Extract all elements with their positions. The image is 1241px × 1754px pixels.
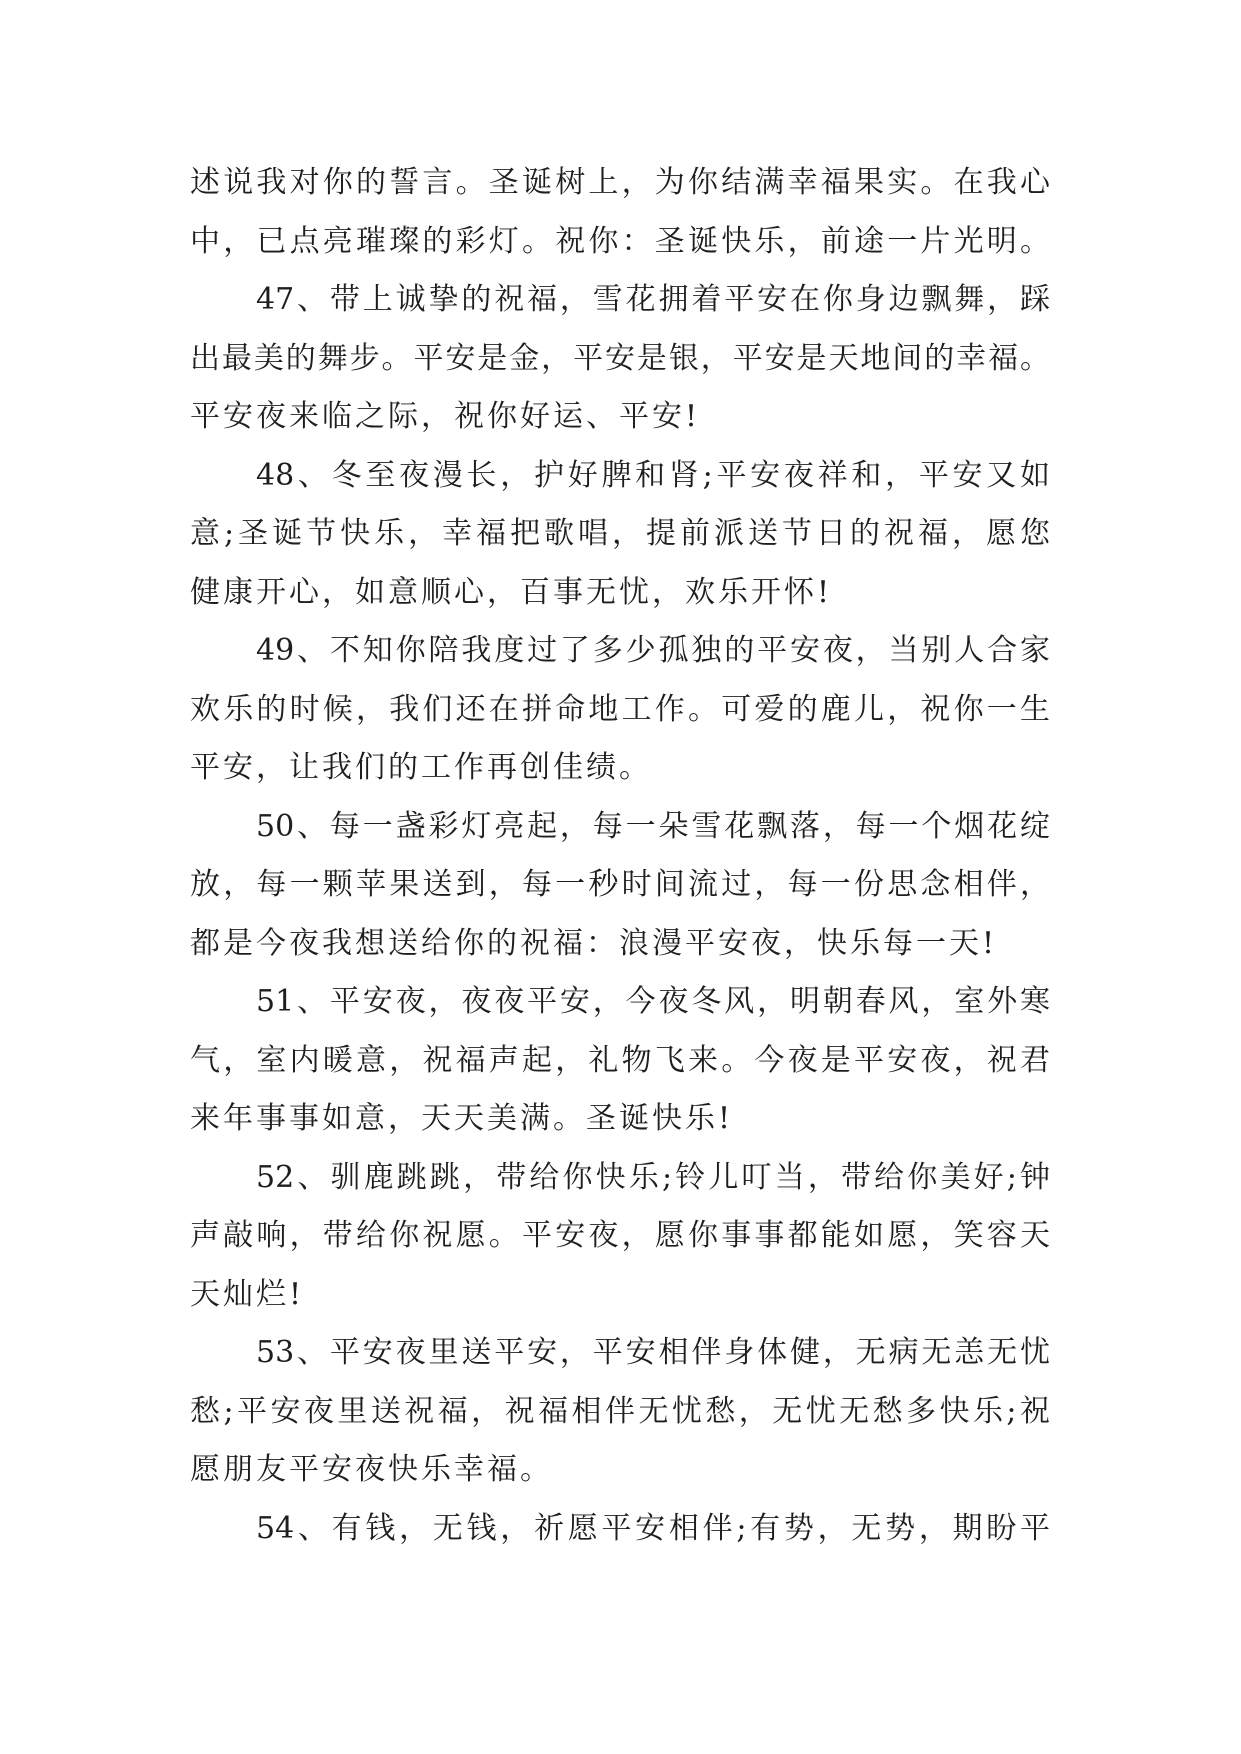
text-line: 都是今夜我想送给你的祝福：浪漫平安夜，快乐每一天! bbox=[190, 925, 998, 961]
text-line: 平安夜来临之际，祝你好运、平安! bbox=[190, 399, 701, 434]
paragraph-48 bbox=[190, 447, 1050, 623]
text-line: 健康开心，如意顺心，百事无忧，欢乐开怀! bbox=[190, 574, 833, 610]
text-line: 声敲响，带给你祝愿。平安夜，愿你事事都能如愿，笑容天 bbox=[190, 1218, 1050, 1253]
paragraph-51 bbox=[190, 973, 1050, 1149]
text-line: 平安，让我们的工作再创佳绩。 bbox=[190, 750, 652, 785]
paragraph-50 bbox=[190, 798, 1050, 974]
text-line: 50、每一盏彩灯亮起，每一朵雪花飘落，每一个烟花绽 bbox=[256, 808, 1050, 844]
text-line: 出最美的舞步。平安是金，平安是银，平安是天地间的幸福。 bbox=[190, 340, 1050, 376]
text-line: 愁;平安夜里送祝福，祝福相伴无忧愁，无忧无愁多快乐;祝 bbox=[190, 1393, 1050, 1429]
document-body bbox=[190, 154, 1050, 1558]
text-line: 意;圣诞节快乐，幸福把歌唱，提前派送节日的祝福，愿您 bbox=[190, 516, 1050, 551]
paragraph-47 bbox=[190, 271, 1050, 447]
text-line: 54、有钱，无钱，祈愿平安相伴;有势，无势，期盼平 bbox=[256, 1510, 1050, 1546]
text-line: 49、不知你陪我度过了多少孤独的平安夜，当别人合家 bbox=[256, 633, 1050, 668]
text-line: 气，室内暖意，祝福声起，礼物飞来。今夜是平安夜，祝君 bbox=[190, 1042, 1050, 1078]
paragraph-continuation bbox=[190, 154, 1050, 271]
paragraph-49 bbox=[190, 622, 1050, 798]
text-line: 48、冬至夜漫长，护好脾和肾;平安夜祥和，平安又如 bbox=[256, 457, 1050, 493]
text-line: 中，已点亮璀璨的彩灯。祝你：圣诞快乐，前途一片光明。 bbox=[190, 223, 1050, 259]
text-line: 47、带上诚挚的祝福，雪花拥着平安在你身边飘舞，踩 bbox=[256, 282, 1050, 317]
text-line: 来年事事如意，天天美满。圣诞快乐! bbox=[190, 1101, 734, 1136]
text-line: 欢乐的时候，我们还在拼命地工作。可爱的鹿儿，祝你一生 bbox=[190, 691, 1050, 727]
paragraph-53 bbox=[190, 1324, 1050, 1500]
text-line: 52、驯鹿跳跳，带给你快乐;铃儿叮当，带给你美好;钟 bbox=[256, 1159, 1050, 1195]
text-line: 放，每一颗苹果送到，每一秒时间流过，每一份思念相伴， bbox=[190, 867, 1050, 902]
text-line: 天灿烂! bbox=[190, 1276, 305, 1312]
text-line: 述说我对你的誓言。圣诞树上，为你结满幸福果实。在我心 bbox=[190, 165, 1050, 200]
text-line: 53、平安夜里送平安，平安相伴身体健，无病无恙无忧 bbox=[256, 1335, 1050, 1370]
paragraph-52 bbox=[190, 1149, 1050, 1325]
paragraph-54 bbox=[190, 1500, 1050, 1559]
text-line: 51、平安夜，夜夜平安，今夜冬风，明朝春风，室外寒 bbox=[256, 984, 1050, 1019]
text-line: 愿朋友平安夜快乐幸福。 bbox=[190, 1452, 553, 1487]
